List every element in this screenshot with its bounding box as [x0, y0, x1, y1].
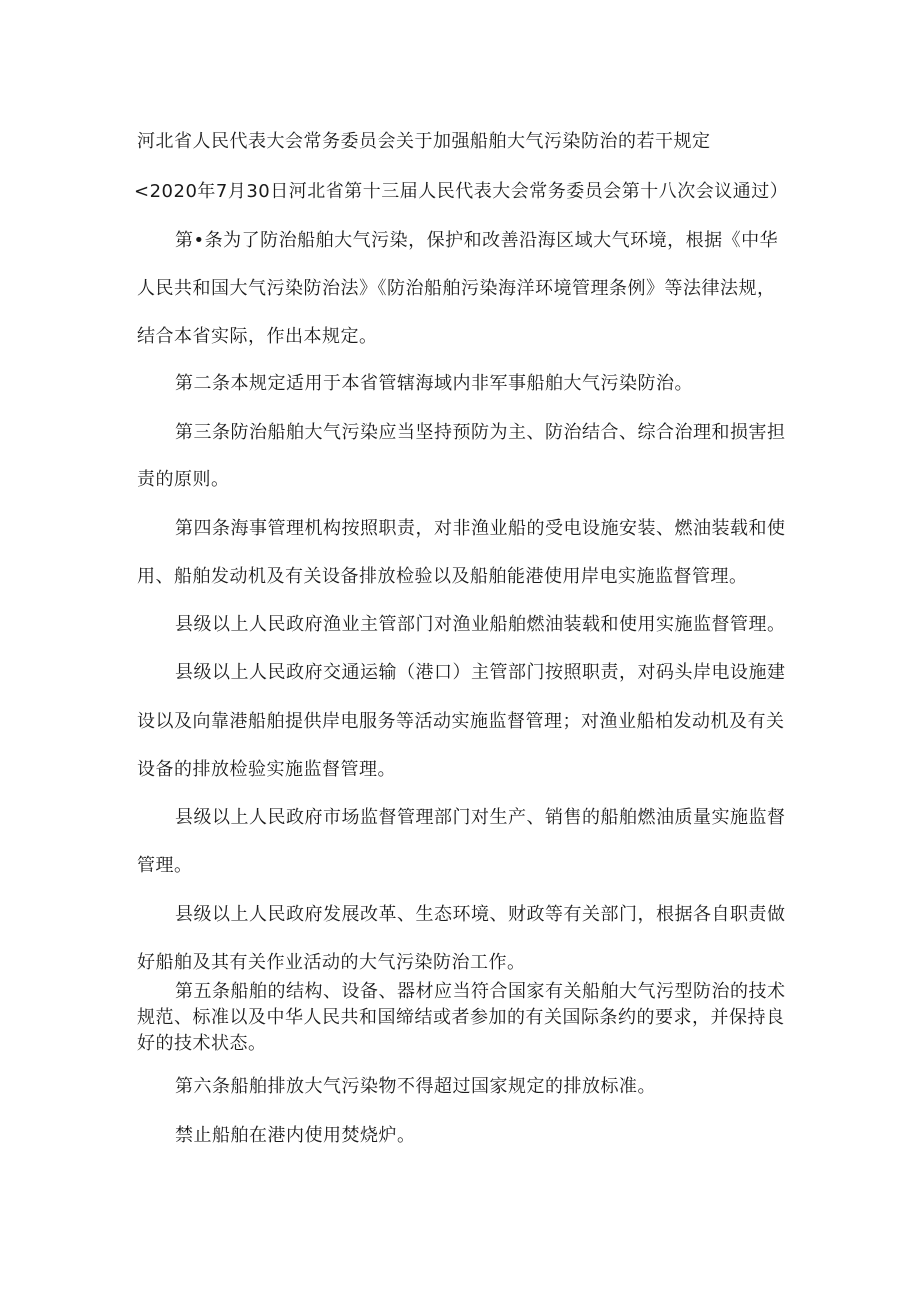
paragraph-line: 第六条船舶排放大气污染物不得超过国家规定的排放标准。 [175, 1076, 656, 1097]
paragraph-line: 第•条为了防治船舶大气污染，保护和改善沿海区域大气环境，根据《中华 [175, 230, 779, 251]
paragraph-line: 结合本省实际，作出本规定。 [137, 326, 378, 347]
paragraph-line: 第四条海事管理机构按照职责，对非渔业船的受电设施安装、燃油装载和使 [175, 518, 786, 539]
paragraph-line: 用、船舶发动机及有关设备排放检验以及船舶能港使用岸电实施监督管理。 [137, 566, 748, 587]
paragraph-line: 县级以上人民政府发展改革、生态环境、财政等有关部门，根据各自职责做 [175, 904, 786, 925]
document-title: 河北省人民代表大会常务委员会关于加强船舶大气污染防治的若干规定 [137, 131, 711, 152]
paragraph-line: 县级以上人民政府市场监督管理部门对生产、销售的船舶燃油质量实施监督 [175, 807, 786, 828]
paragraph-line: 设以及向靠港船舶提供岸电服务等活动实施监督管理；对渔业船柏发动机及有关 [137, 711, 785, 732]
paragraph-line: 县级以上人民政府渔业主管部门对渔业船舶燃油装载和使用实施监督管理。 [175, 614, 786, 635]
paragraph-line: 管理。 [137, 855, 193, 876]
paragraph-line: 好的技术状态。 [137, 1033, 267, 1054]
paragraph-line: 第二条本规定适用于本省管辖海域内非军事船舶大气污染防治。 [175, 373, 693, 394]
document-subtitle: <2020年7月30日河北省第十三届人民代表大会常务委员会第十八次会议通过） [134, 181, 789, 202]
paragraph-line: 设备的排放检验实施监督管理。 [137, 759, 396, 780]
paragraph-line: 第三条防治船舶大气污染应当坚持预防为主、防治结合、综合治理和损害担 [175, 422, 786, 443]
paragraph-line: 禁止船舶在港内使用焚烧炉。 [175, 1125, 416, 1146]
paragraph-line: 责的原则。 [137, 469, 230, 490]
paragraph-line: 县级以上人民政府交通运输（港口）主管部门按照职责，对码头岸电设施建 [175, 662, 786, 683]
paragraph-line: 第五条船舶的结构、设备、器材应当符合国家有关船舶大气污型防治的技术 [175, 981, 786, 1002]
paragraph-line: 人民共和国大气污染防治法》《防治船舶污染海洋环境管理条例》等法律法规， [137, 278, 776, 299]
paragraph-line: 好船舶及其有关作业活动的大气污染防治工作。 [137, 952, 526, 973]
paragraph-line: 规范、标准以及中华人民共和国缔结或者参加的有关国际条约的要求，并保持良 [137, 1007, 785, 1028]
